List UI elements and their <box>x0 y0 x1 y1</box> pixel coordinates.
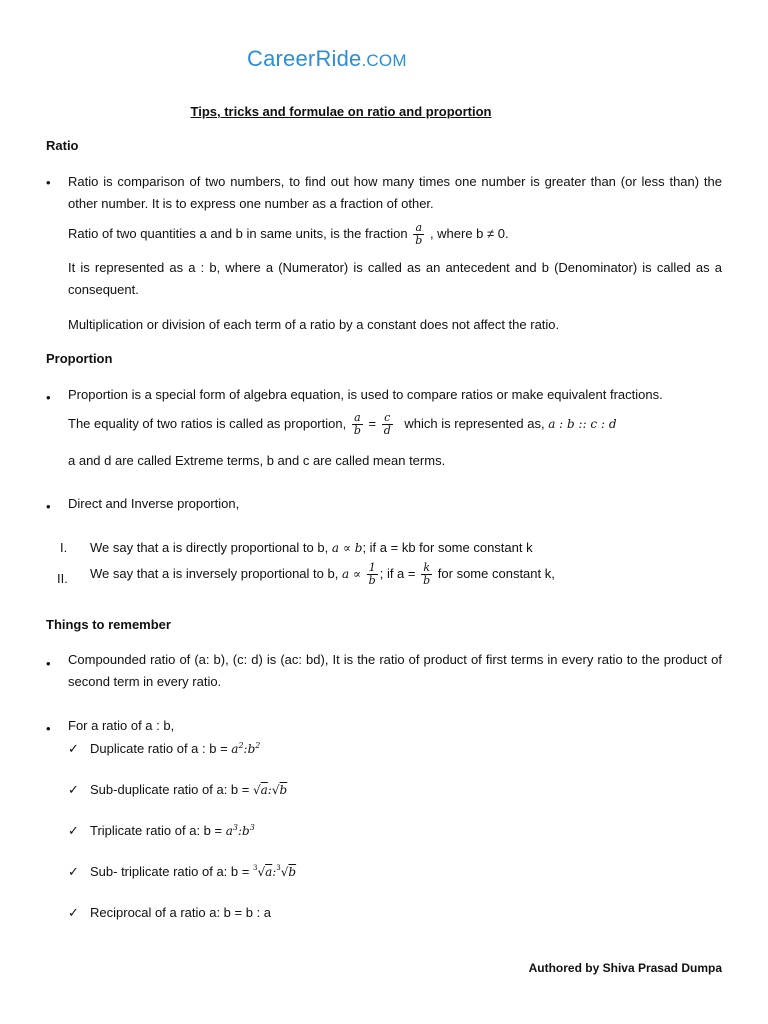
bullet-icon: • <box>46 390 51 405</box>
proportion-eq-mid: which is represented as, <box>404 415 545 431</box>
checkmark-icon: ✓ <box>68 905 79 920</box>
ratio-heading: Ratio <box>46 138 79 153</box>
proportion-heading: Proportion <box>46 351 113 366</box>
reciprocal-ratio-line: Reciprocal of a ratio a: b = b : a <box>90 905 272 920</box>
careerride-logo[interactable] <box>247 46 407 72</box>
checkmark-icon: ✓ <box>68 741 79 756</box>
triplicate-ratio-line: Triplicate ratio of a: $b = a^3:b^3$ <box>90 823 255 838</box>
duplicate-ratio-line: Duplicate ratio of a : $b = a^2:b^2$ <box>90 741 261 756</box>
bullet-icon: • <box>46 175 51 190</box>
fraction-1-over-b: $\frac{1}{b}$ <box>368 561 376 587</box>
remember-heading: Things to remember <box>46 617 171 632</box>
checkmark-icon: ✓ <box>68 864 79 879</box>
ratio-paragraph-4: Multiplication or division of each term of a ratio by a constant does not affect the ratio. <box>68 317 560 332</box>
fraction-a-over-b: $\frac{a}{b}$ <box>353 411 361 437</box>
proportion-expression: a : b :: c : d <box>548 416 617 431</box>
proportion-paragraph-3: a and d are called Extreme terms, b and c are called mean terms. <box>68 453 446 468</box>
ratio-paragraph-3: It is represented as a : b, where a (Numerator) is called as an antecedent and b (Denominator) is called as a consequent. <box>68 260 722 297</box>
checkmark-icon: ✓ <box>68 782 79 797</box>
proportion-paragraph-4: Direct and Inverse proportion, <box>68 496 240 511</box>
remember-paragraph-1: Compounded ratio of (a: b), (c: d) is (ac: bd), It is the ratio of product of first terms in every ratio to the product of second term in every ratio. <box>68 652 722 689</box>
sub-duplicate-ratio-expression: √a:√b <box>252 783 288 797</box>
logo-brand: CareerRide <box>247 46 362 71</box>
sub-triplicate-ratio-line: Sub- triplicate ratio of a: b = $^3$√a:$^3$√b <box>90 864 297 879</box>
inverse-proportion-expression: a ∝ <box>341 566 362 581</box>
ratio-fraction-line <box>68 222 509 247</box>
ratio-fraction-pre: Ratio of two quantities a and b in same units, is the fraction <box>68 225 408 241</box>
proportion-eq-pre: The equality of two ratios is called as proportion, <box>68 415 347 431</box>
list-number-1: I. <box>60 540 68 555</box>
bullet-icon: • <box>46 499 51 514</box>
duplicate-ratio-expression: $a^2:b^2$ <box>231 741 261 756</box>
direct-proportion-expression: a ∝ b <box>331 541 363 555</box>
author-credit: Authored by Shiva Prasad Dumpa <box>528 961 722 975</box>
logo-suffix: .COM <box>361 51 407 70</box>
bullet-icon: • <box>46 721 51 736</box>
checkmark-icon: ✓ <box>68 823 79 838</box>
sub-triplicate-ratio-expression: $^3$√a:$^3$√b <box>252 864 297 879</box>
proportion-paragraph-1: Proportion is a special form of algebra equation, is used to compare ratios or make equivalent fractions. <box>68 387 663 402</box>
inverse-proportion-line: We say that a is inversely proportional to b, a ∝ $\frac{1}{b}$ ; if a = $\frac{k}{b}$ for some constant k, <box>90 561 555 587</box>
triplicate-ratio-expression: $a^3:b^3$ <box>225 823 255 838</box>
ratio-fraction-post: , where b ≠ 0. <box>429 225 509 241</box>
fraction-k-over-b: $\frac{k}{b}$ <box>423 561 431 587</box>
fraction-c-over-d: $\frac{c}{d}$ <box>383 411 391 437</box>
remember-paragraph-2: For a ratio of a : b, <box>68 718 175 733</box>
proportion-equality-line <box>68 412 617 437</box>
page-title: Tips, tricks and formulae on ratio and proportion <box>190 104 492 119</box>
ratio-paragraph-1: Ratio is comparison of two numbers, to find out how many times one number is greater than (or less than) the other number. It is to express one number as a fraction of other. <box>68 174 722 211</box>
sub-duplicate-ratio-line: Sub-duplicate ratio of a: b = √a:√b <box>90 782 288 797</box>
list-number-2: II. <box>57 571 68 586</box>
direct-proportion-line: We say that a is directly proportional to b, a ∝ b; if a = kb for some constant k <box>90 540 533 555</box>
fraction-a-over-b: $\frac{a}{b}$ <box>415 221 423 247</box>
equals-sign: = <box>368 415 377 431</box>
bullet-icon: • <box>46 656 51 671</box>
